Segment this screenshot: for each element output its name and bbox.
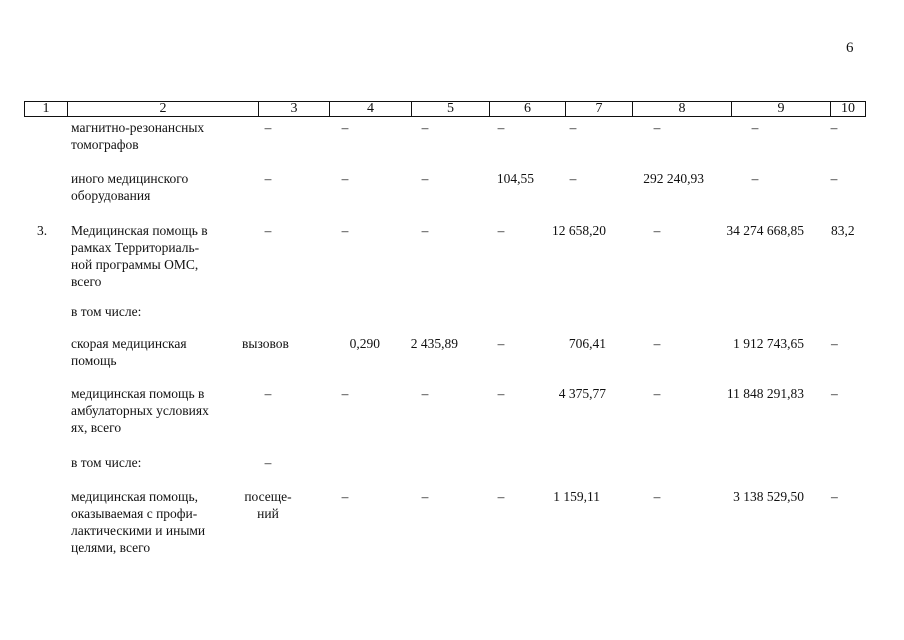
row-col-7: 1 159,11	[553, 489, 600, 504]
row-description: медицинская помощь, оказываемая с профи- лактическими и иными целями, всего	[71, 489, 206, 555]
row-unit: –	[264, 223, 272, 238]
header-col-10: 10	[830, 102, 865, 116]
row-col-6: 104,55	[496, 171, 534, 186]
row-col-6: –	[497, 336, 505, 351]
row-col-5: –	[421, 171, 429, 186]
row-col-5: –	[421, 489, 429, 504]
row-unit: –	[264, 171, 272, 186]
row-col-8: –	[653, 386, 661, 401]
row-col-9: 34 274 668,85	[726, 223, 804, 238]
row-description: иного медицинского оборудования	[71, 171, 189, 203]
row-col-5: –	[421, 386, 429, 401]
header-col-5: 5	[411, 102, 489, 116]
row-col-4: –	[341, 120, 349, 135]
row-col-10: –	[830, 120, 838, 135]
row-description: скорая медицинская помощь	[71, 336, 187, 368]
row-col-7: 4 375,77	[558, 386, 606, 401]
row-description: в том числе:	[71, 455, 142, 470]
row-col-8: 292 240,93	[643, 171, 704, 186]
row-col-10: –	[831, 386, 838, 401]
row-col-9: 3 138 529,50	[733, 489, 804, 504]
row-col-5: –	[421, 223, 429, 238]
row-col-9: –	[751, 171, 759, 186]
row-description: магнитно-резонансных томографов	[71, 120, 205, 152]
row-col-7: –	[569, 171, 577, 186]
row-col-10: –	[831, 336, 838, 351]
row-col-4: 0,290	[349, 336, 380, 351]
row-unit: вызовов	[242, 336, 289, 351]
row-col-7: –	[569, 120, 577, 135]
row-col-10: –	[831, 489, 838, 504]
row-col-8: –	[653, 120, 661, 135]
row-col-4: –	[341, 386, 349, 401]
row-col-4: –	[341, 171, 349, 186]
row-number: 3.	[37, 223, 48, 238]
row-col-6: –	[497, 386, 505, 401]
row-description: медицинская помощь в амбулаторных условиях ях, всего	[71, 386, 209, 435]
header-col-7: 7	[565, 102, 632, 116]
row-unit: –	[264, 455, 272, 470]
row-col-8: –	[653, 223, 661, 238]
row-unit: –	[264, 386, 272, 401]
row-col-6: –	[497, 489, 505, 504]
row-description: в том числе:	[71, 304, 142, 319]
row-col-6: –	[497, 120, 505, 135]
row-col-4: –	[341, 223, 349, 238]
row-col-5: –	[421, 120, 429, 135]
row-unit: –	[264, 120, 272, 135]
row-col-10: 83,2	[831, 223, 855, 238]
row-description: Медицинская помощь в рамках Территориаль- ной программы ОМС, всего	[71, 223, 208, 289]
row-col-8: –	[653, 489, 661, 504]
page-number: 6	[846, 40, 854, 56]
header-col-1: 1	[42, 101, 50, 116]
row-col-5: 2 435,89	[410, 336, 458, 351]
row-col-9: 11 848 291,83	[726, 386, 804, 401]
header-col-9: 9	[731, 102, 830, 116]
header-col-2: 2	[67, 102, 258, 116]
row-col-10: –	[830, 171, 838, 186]
row-col-8: –	[653, 336, 661, 351]
row-col-6: –	[497, 223, 505, 238]
row-col-4: –	[341, 489, 349, 504]
header-col-6: 6	[489, 102, 565, 116]
row-col-7: 12 658,20	[552, 223, 606, 238]
row-unit: посеще- ний	[244, 489, 292, 521]
header-col-4: 4	[329, 102, 411, 116]
table-header-row	[24, 101, 866, 117]
row-col-7: 706,41	[568, 336, 606, 351]
row-col-9: 1 912 743,65	[733, 336, 804, 351]
row-col-9: –	[751, 120, 759, 135]
header-col-3: 3	[258, 102, 329, 116]
header-col-8: 8	[632, 102, 731, 116]
